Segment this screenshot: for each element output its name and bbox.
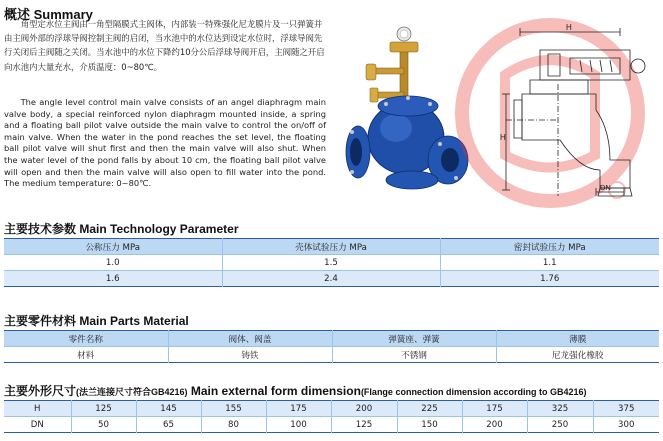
table-cell: 125	[331, 417, 397, 433]
parts-header-cell: 零件名称	[4, 331, 168, 347]
table-cell: 尼龙强化橡胶	[496, 347, 659, 363]
table-cell: 2.4	[222, 271, 440, 287]
table-cell: 80	[201, 417, 266, 433]
parts-heading: 主要零件材料 Main Parts Material	[4, 314, 189, 328]
dims-heading-zh-sub: (法兰连接尺寸符合GB4216)	[76, 387, 188, 397]
dims-row-h	[4, 401, 659, 417]
dims-row-dn	[4, 417, 659, 433]
table-cell: 材料	[4, 347, 168, 363]
dims-heading-zh: 主要外形尺寸	[4, 384, 77, 398]
table-cell: 不锈钢	[332, 347, 496, 363]
table-cell: 150	[397, 417, 462, 433]
table-cell: 175	[266, 401, 331, 417]
table-cell: DN	[4, 417, 71, 433]
table-cell: 250	[527, 417, 593, 433]
summary-en-text: The angle level control main valve consists of an angel diaphragm main valve body, a special reinforced nylon diaphragm mounted inside, a spring and a floating ball pilot valve outside the main valve to control the on/off of main valve. When the water in the pond reaches the set level, the floating ball pilot valve will shut first and then the main valve will also shut. When the water level of the pond falls by about 10 cm, the floating ball pilot valve will open and then the main valve will also open to fill water into the pond. The medium temperature: 0~80℃.	[4, 97, 326, 189]
parts-header-row	[4, 331, 659, 347]
dims-heading	[4, 382, 586, 399]
table-row	[4, 347, 659, 363]
tech-header-cell: 公称压力 MPa	[4, 239, 222, 255]
table-cell: 1.0	[4, 255, 222, 271]
parts-header-cell: 弹簧座、弹簧	[332, 331, 496, 347]
summary-heading: 概述 Summary	[4, 7, 93, 22]
drawing-label-h-side: H	[500, 133, 506, 142]
table-cell: 50	[71, 417, 136, 433]
dims-table	[4, 400, 659, 433]
table-cell: 200	[331, 401, 397, 417]
tech-header-cell: 密封试验压力 MPa	[440, 239, 659, 255]
table-cell: 1.76	[440, 271, 659, 287]
table-cell: 65	[136, 417, 201, 433]
table-cell: 铸铁	[168, 347, 332, 363]
parts-header-cell: 薄膜	[496, 331, 659, 347]
table-row	[4, 255, 659, 271]
table-cell: 1.5	[222, 255, 440, 271]
table-cell: 325	[527, 401, 593, 417]
tech-header-cell: 壳体试验压力 MPa	[222, 239, 440, 255]
summary-zh-text: 角型定水位主阀由一角型隔膜式主阀体，内部装一特殊强化尼龙膜片及一只弹簧并由主阀外部的浮球导阀控制主阀的启闭，当水池中的水位达到设定水位时，浮球导阀先行关闭后主阀随之关闭。当水池中的水位下降约10分公后浮球导阀开启，主阀随之开启向水池内大量充水，介质温度：0~80℃。	[4, 19, 325, 72]
tech-heading: 主要技术参数 Main Technology Parameter	[4, 222, 239, 236]
table-cell: 155	[201, 401, 266, 417]
table-cell: 1.1	[440, 255, 659, 271]
tech-table	[4, 238, 659, 287]
table-cell: 175	[462, 401, 527, 417]
drawing-label-dn: DN	[600, 183, 611, 192]
table-cell: 100	[266, 417, 331, 433]
parts-table	[4, 330, 659, 363]
table-cell: 1.6	[4, 271, 222, 287]
table-cell: 375	[593, 401, 659, 417]
table-cell: 125	[71, 401, 136, 417]
table-cell: 225	[397, 401, 462, 417]
tech-header-row	[4, 239, 659, 255]
dims-heading-en-sub: (Flange connection dimension according to GB4216)	[360, 387, 587, 397]
table-cell: 300	[593, 417, 659, 433]
table-cell: 145	[136, 401, 201, 417]
table-row	[4, 271, 659, 287]
table-cell: 200	[462, 417, 527, 433]
parts-header-cell: 阀体、阀盖	[168, 331, 332, 347]
table-cell: H	[4, 401, 71, 417]
dims-heading-en: Main external form dimension	[190, 384, 361, 398]
drawing-label-h-top: H	[566, 23, 572, 32]
dimension-drawing	[500, 20, 660, 200]
